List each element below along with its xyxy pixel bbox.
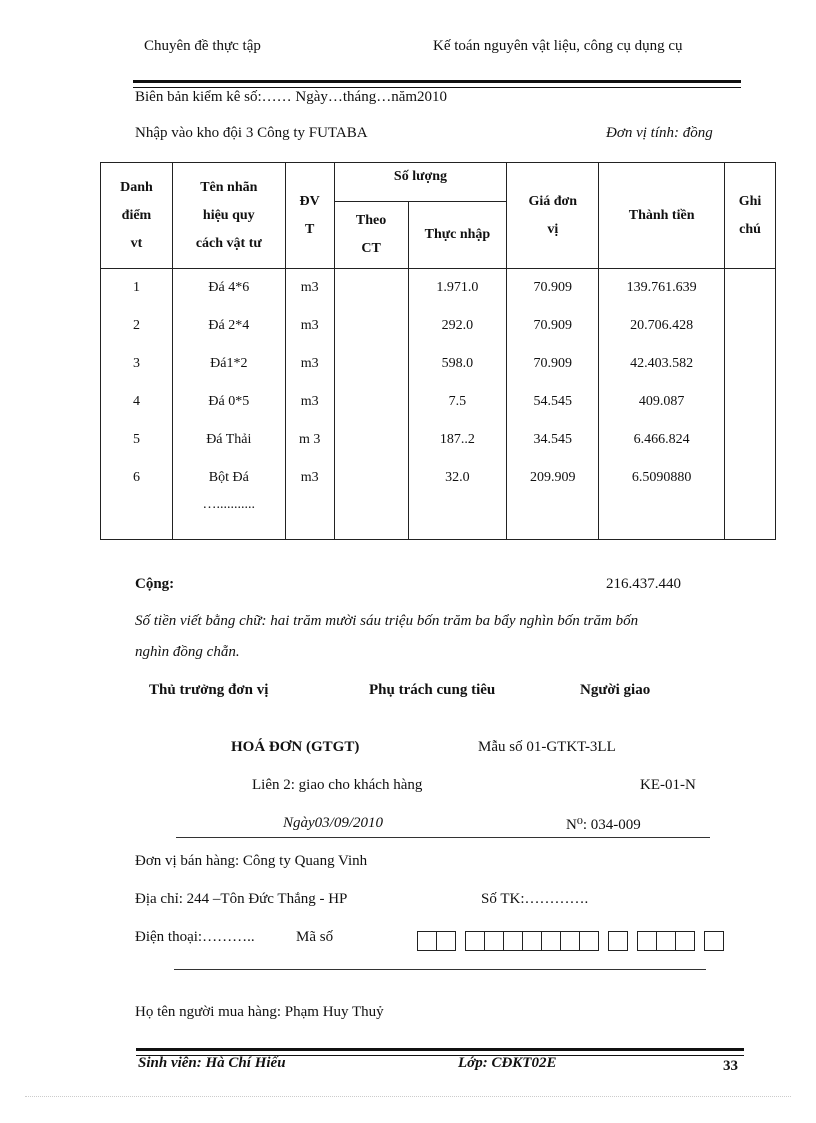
footer-class: Lớp: CĐKT02E	[458, 1055, 557, 1071]
col-header-code: Danh điểm vt	[101, 163, 173, 269]
col-header-actual: Thực nhập	[408, 202, 507, 269]
col-header-amount: Thành tiền	[599, 163, 725, 269]
cell-gia: 70.909	[507, 307, 599, 345]
cell-name: …...........	[172, 497, 285, 540]
invoice-number: N⁰: 034-009	[566, 817, 641, 833]
cell-thuc-nhap	[408, 497, 507, 540]
col-header-quantity: Số lượng	[334, 163, 507, 202]
tax-code-label: Mã số	[296, 929, 334, 945]
cell-name: Đá 0*5	[172, 383, 285, 421]
tax-code-group-3	[608, 931, 628, 951]
page-number: 33	[723, 1058, 738, 1074]
cell-gia: 34.545	[507, 421, 599, 459]
cell-unit: m3	[285, 307, 334, 345]
cell-theo-ct	[334, 345, 408, 383]
invoice-copy: Liên 2: giao cho khách hàng	[252, 777, 423, 793]
table-row	[101, 421, 776, 459]
cell-name: Đá Thải	[172, 421, 285, 459]
col-header-price: Giá đơn vị	[507, 163, 599, 269]
amount-words-line1: Số tiền viết bằng chữ: hai trăm mười sáu triệu bốn trăm ba bẩy nghìn bốn trăm bốn	[135, 613, 639, 629]
cell-thanh-tien: 409.087	[599, 383, 725, 421]
cell-stt	[101, 497, 173, 540]
amount-words-line2: nghìn đồng chẵn.	[135, 644, 240, 660]
total-label: Cộng:	[135, 576, 175, 592]
cell-theo-ct	[334, 383, 408, 421]
cell-thuc-nhap: 187..2	[408, 421, 507, 459]
phone: Điện thoại:………..	[135, 929, 255, 945]
col-header-note: Ghi chú	[725, 163, 776, 269]
cell-ghi-chu	[725, 459, 776, 497]
signature-supply: Phụ trách cung tiêu	[369, 682, 496, 698]
table-row	[101, 307, 776, 345]
cell-unit: m3	[285, 269, 334, 308]
cell-thanh-tien: 6.466.824	[599, 421, 725, 459]
cell-name: Đá 4*6	[172, 269, 285, 308]
cell-stt: 3	[101, 345, 173, 383]
cell-gia	[507, 497, 599, 540]
cell-thuc-nhap: 292.0	[408, 307, 507, 345]
cell-thanh-tien	[599, 497, 725, 540]
tax-code-boxes	[417, 931, 733, 951]
invoice-date: Ngày03/09/2010	[283, 815, 383, 831]
cell-theo-ct	[334, 269, 408, 308]
tax-code-group-1	[417, 931, 456, 951]
cell-theo-ct	[334, 497, 408, 540]
cell-name: Đá1*2	[172, 345, 285, 383]
invoice-form-no: Mẫu số 01-GTKT-3LL	[478, 739, 616, 755]
cell-thuc-nhap: 598.0	[408, 345, 507, 383]
cell-ghi-chu	[725, 421, 776, 459]
cell-unit: m3	[285, 383, 334, 421]
bottom-dotted-line	[25, 1096, 791, 1097]
cell-unit: m 3	[285, 421, 334, 459]
header-right: Kế toán nguyên vật liệu, công cụ dụng cụ	[433, 38, 683, 54]
cell-gia: 70.909	[507, 269, 599, 308]
record-line: Biên bản kiểm kê số:…… Ngày…tháng…năm2010	[135, 89, 448, 105]
cell-stt: 5	[101, 421, 173, 459]
cell-ghi-chu	[725, 307, 776, 345]
cell-ghi-chu	[725, 269, 776, 308]
cell-gia: 209.909	[507, 459, 599, 497]
seller: Đơn vị bán hàng: Công ty Quang Vinh	[135, 853, 368, 869]
cell-ghi-chu	[725, 497, 776, 540]
invoice-series: KE-01-N	[640, 777, 696, 793]
cell-gia: 70.909	[507, 345, 599, 383]
cell-unit: m3	[285, 459, 334, 497]
cell-ghi-chu	[725, 383, 776, 421]
cell-unit: m3	[285, 345, 334, 383]
invoice-title: HOÁ ĐƠN (GTGT)	[231, 739, 360, 755]
cell-thuc-nhap: 1.971.0	[408, 269, 507, 308]
cell-stt: 6	[101, 459, 173, 497]
inventory-table	[100, 162, 776, 540]
table-row	[101, 383, 776, 421]
cell-gia: 54.545	[507, 383, 599, 421]
cell-ghi-chu	[725, 345, 776, 383]
col-header-name: Tên nhãn hiệu quy cách vật tư	[172, 163, 285, 269]
total-value: 216.437.440	[606, 576, 681, 592]
cell-thanh-tien: 6.5090880	[599, 459, 725, 497]
address: Địa chỉ: 244 –Tôn Đức Thắng - HP	[135, 891, 348, 907]
table-row	[101, 269, 776, 308]
col-header-unit: ĐV T	[285, 163, 334, 269]
buyer: Họ tên người mua hàng: Phạm Huy Thuỷ	[135, 1004, 384, 1020]
tax-code-group-2	[465, 931, 599, 951]
signature-deliverer: Người giao	[580, 682, 651, 698]
cell-name: Đá 2*4	[172, 307, 285, 345]
cell-thanh-tien: 20.706.428	[599, 307, 725, 345]
cell-theo-ct	[334, 421, 408, 459]
cell-thuc-nhap: 7.5	[408, 383, 507, 421]
import-line: Nhập vào kho đội 3 Công ty FUTABA	[135, 125, 368, 141]
table-row	[101, 459, 776, 497]
cell-unit	[285, 497, 334, 540]
invoice-rule-1	[176, 837, 710, 838]
cell-stt: 4	[101, 383, 173, 421]
cell-thuc-nhap: 32.0	[408, 459, 507, 497]
invoice-rule-2	[174, 969, 706, 970]
cell-name: Bột Đá	[172, 459, 285, 497]
cell-theo-ct	[334, 307, 408, 345]
cell-thanh-tien: 42.403.582	[599, 345, 725, 383]
table-row	[101, 497, 776, 540]
footer-student: Sinh viên: Hà Chí Hiếu	[138, 1055, 286, 1071]
tax-code-group-5	[704, 931, 724, 951]
cell-theo-ct	[334, 459, 408, 497]
header-rule	[133, 80, 741, 88]
signature-head-unit: Thủ trưởng đơn vị	[149, 682, 269, 698]
table-row	[101, 345, 776, 383]
col-header-per-doc: Theo CT	[334, 202, 408, 269]
tax-code-group-4	[637, 931, 695, 951]
cell-stt: 2	[101, 307, 173, 345]
cell-thanh-tien: 139.761.639	[599, 269, 725, 308]
account: Số TK:………….	[481, 891, 589, 907]
unit-note: Đơn vị tính: đồng	[606, 125, 713, 141]
cell-stt: 1	[101, 269, 173, 308]
header-left: Chuyên đề thực tập	[144, 38, 261, 54]
